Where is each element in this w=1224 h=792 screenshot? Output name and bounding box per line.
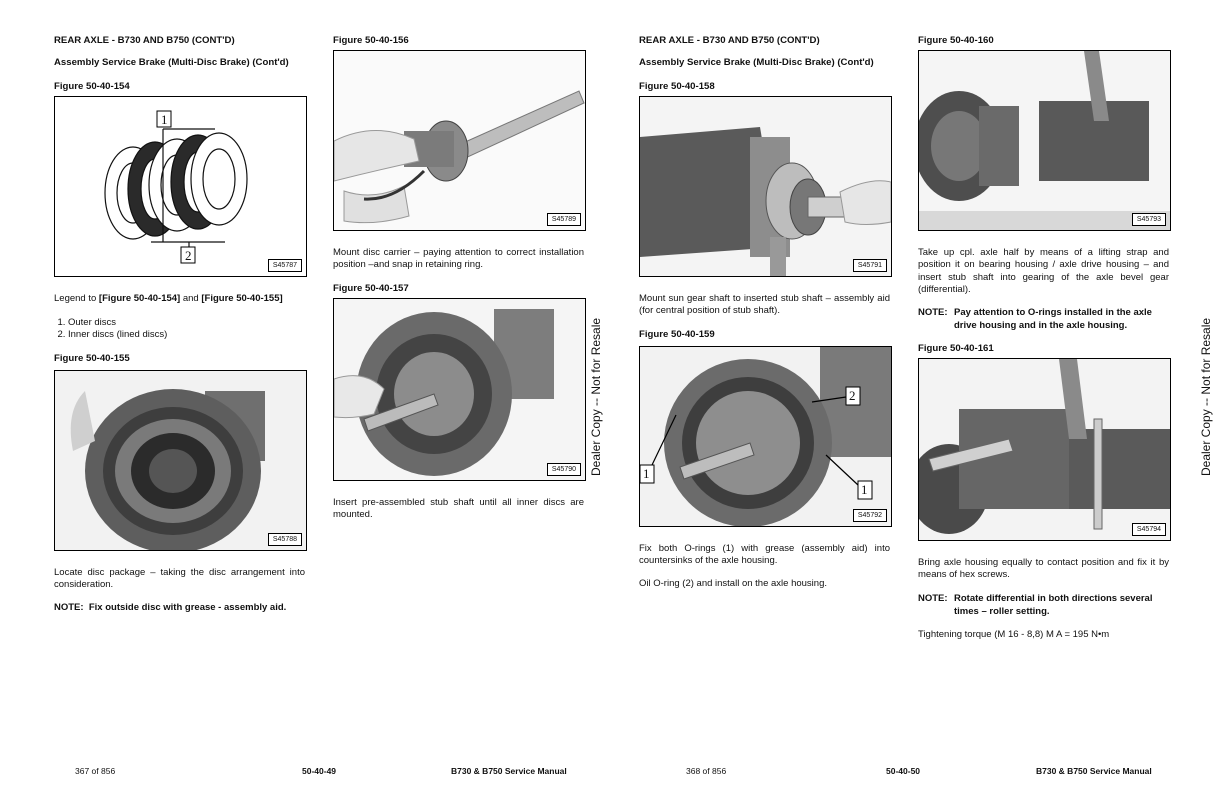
instruction-text: Mount sun gear shaft to inserted stub shaft – assembly aid (for central position of stub shaft). bbox=[639, 293, 890, 317]
note bbox=[918, 307, 1169, 332]
instruction-text: Bring axle housing equally to contact position and fix it by means of hex screws. bbox=[918, 557, 1169, 581]
figure-code: S45793 bbox=[1132, 213, 1166, 226]
legend-ref-155: [Figure 50-40-155] bbox=[201, 293, 283, 304]
footer-manual-title: B730 & B750 Service Manual bbox=[451, 766, 567, 776]
figure-hex-screws bbox=[918, 358, 1171, 541]
figure-code: S45789 bbox=[547, 213, 581, 226]
figure-o-rings bbox=[639, 346, 892, 527]
section-subheader: Assembly Service Brake (Multi-Disc Brake) (Cont'd) bbox=[639, 57, 874, 68]
figure-label: Figure 50-40-160 bbox=[918, 35, 994, 46]
note-text: Fix outside disc with grease - assembly aid. bbox=[88, 602, 287, 613]
instruction-text: Take up cpl. axle half by means of a lifting strap and position it on bearing housing / axle drive housing – and insert stub shaft into gearing of the axle bevel gear (differential). bbox=[918, 247, 1169, 296]
figure-label: Figure 50-40-157 bbox=[333, 283, 409, 294]
watermark-side-text: Dealer Copy -- Not for Resale bbox=[1199, 317, 1213, 476]
note bbox=[54, 602, 305, 614]
legend-ref-154: [Figure 50-40-154] bbox=[98, 293, 181, 304]
legend-heading bbox=[54, 293, 283, 305]
section-header: REAR AXLE - B730 AND B750 (CONT'D) bbox=[54, 35, 235, 46]
figure-stub-shaft bbox=[333, 298, 586, 481]
section-subheader: Assembly Service Brake (Multi-Disc Brake) (Cont'd) bbox=[54, 57, 289, 68]
callout-2: 2 bbox=[185, 248, 192, 263]
note-text: Rotate differential in both directions several times – roller setting. bbox=[954, 593, 1153, 617]
figure-label: Figure 50-40-161 bbox=[918, 343, 994, 354]
figure-code: S45790 bbox=[547, 463, 581, 476]
instruction-text: Mount disc carrier – paying attention to correct installation position –and snap in retaining ring. bbox=[333, 247, 584, 271]
callout-1: 1 bbox=[861, 482, 868, 497]
note-label: NOTE: bbox=[54, 602, 84, 613]
legend-item: 1. Outer discs bbox=[68, 317, 167, 329]
legend-item: 2. Inner discs (lined discs) bbox=[68, 329, 167, 341]
instruction-text: Oil O-ring (2) and install on the axle housing. bbox=[639, 578, 827, 589]
figure-label: Figure 50-40-155 bbox=[54, 353, 130, 364]
callout-1: 1 bbox=[643, 466, 650, 481]
callout-1: 1 bbox=[161, 112, 168, 127]
footer-page-count: 368 of 856 bbox=[686, 766, 727, 776]
footer-page-number: 50-40-50 bbox=[886, 766, 921, 776]
figure-label: Figure 50-40-159 bbox=[639, 329, 715, 340]
torque-text: Tightening torque (M 16 - 8,8) M A = 195 N•m bbox=[918, 629, 1110, 640]
figure-code: S45794 bbox=[1132, 523, 1166, 536]
footer-page-count: 367 of 856 bbox=[75, 766, 116, 776]
legend-prefix: Legend to bbox=[54, 293, 99, 304]
note-label: NOTE: bbox=[918, 307, 948, 318]
figure-label: Figure 50-40-154 bbox=[54, 81, 130, 92]
figure-label: Figure 50-40-158 bbox=[639, 81, 715, 92]
figure-code: S45788 bbox=[268, 533, 302, 546]
callout-2: 2 bbox=[849, 388, 856, 403]
note-label: NOTE: bbox=[918, 593, 948, 604]
figure-code: S45787 bbox=[268, 259, 302, 272]
note-text: Pay attention to O-rings installed in the axle drive housing and in the axle housing. bbox=[954, 307, 1152, 331]
watermark-side-text: Dealer Copy -- Not for Resale bbox=[589, 317, 603, 476]
section-header: REAR AXLE - B730 AND B750 (CONT'D) bbox=[639, 35, 820, 46]
figure-code: S45791 bbox=[853, 259, 887, 272]
footer-page-number: 50-40-49 bbox=[302, 766, 337, 776]
figure-sun-gear-shaft bbox=[639, 96, 892, 277]
instruction-text: Fix both O-rings (1) with grease (assembly aid) into countersinks of the axle housing. bbox=[639, 543, 890, 567]
instruction-text: Insert pre-assembled stub shaft until all inner discs are mounted. bbox=[333, 497, 584, 521]
figure-lifting-strap bbox=[918, 50, 1171, 231]
legend-list bbox=[54, 317, 167, 342]
footer-manual-title: B730 & B750 Service Manual bbox=[1036, 766, 1152, 776]
figure-disc-carrier bbox=[333, 50, 586, 231]
figure-label: Figure 50-40-156 bbox=[333, 35, 409, 46]
note bbox=[918, 593, 1169, 618]
figure-code: S45792 bbox=[853, 509, 887, 522]
figure-disc-package bbox=[54, 96, 307, 277]
legend-and: and bbox=[180, 293, 202, 304]
figure-brake-housing bbox=[54, 370, 307, 551]
instruction-text: Locate disc package – taking the disc arrangement into consideration. bbox=[54, 567, 305, 591]
